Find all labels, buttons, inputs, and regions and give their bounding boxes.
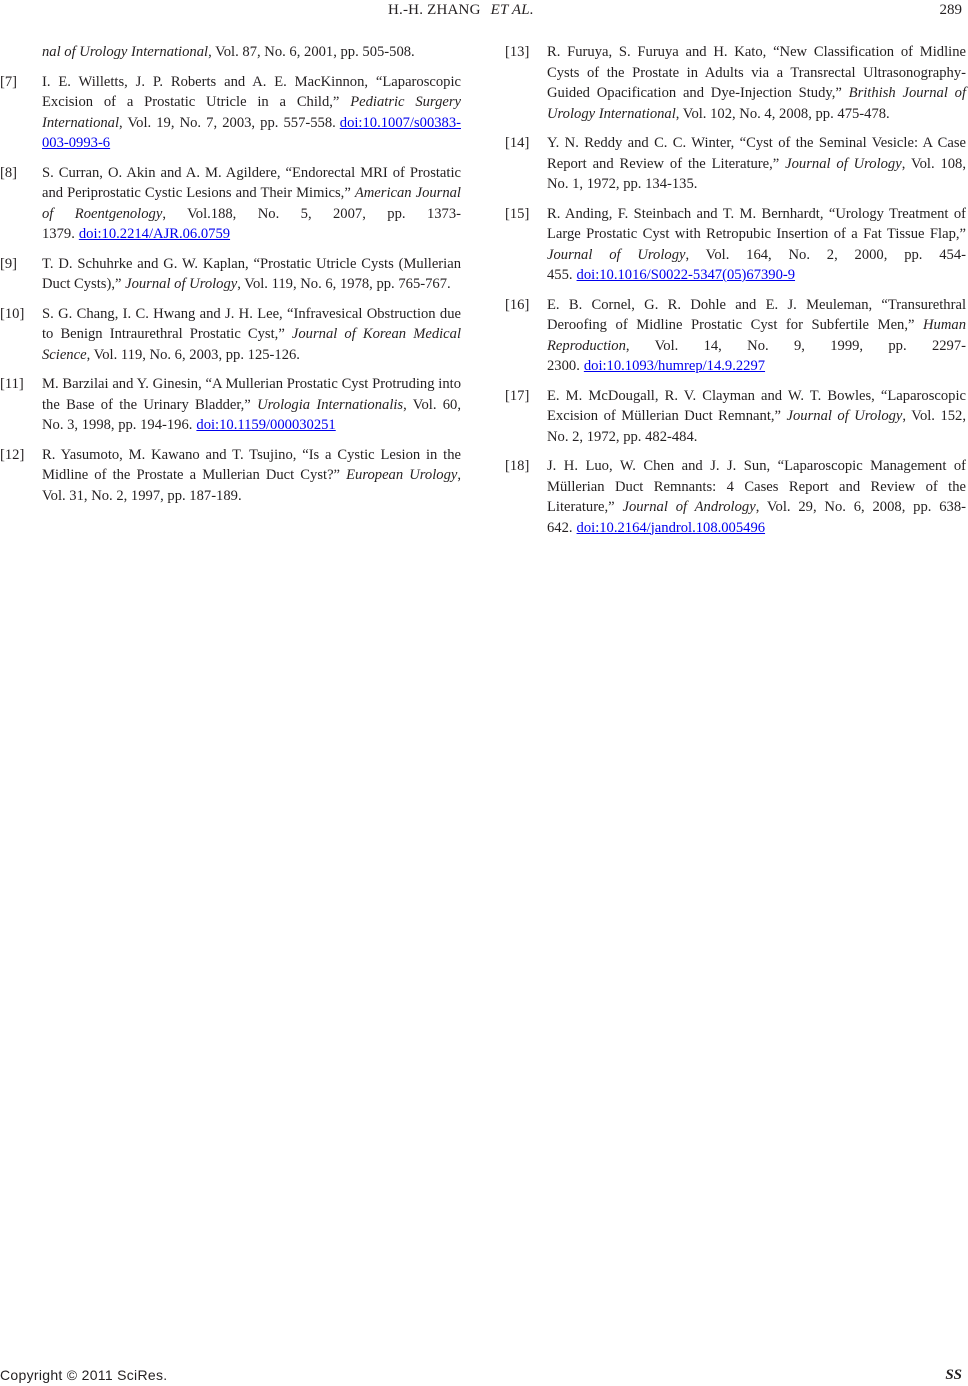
reference-authors-title: E. M. McDougall, R. V. Clayman and W. T. Bowles, “Laparoscopic Excision of Müllerian Duct Remnant,” xyxy=(547,387,966,424)
reference-entry xyxy=(0,42,461,63)
reference-details: , Vol. 19, No. 7, 2003, pp. 557-558. xyxy=(119,114,336,131)
reference-number: [17] xyxy=(505,387,530,404)
reference-entry xyxy=(0,254,461,295)
reference-authors-title: J. H. Luo, W. Chen and J. J. Sun, “Laparoscopic Management of Müllerian Duct Remnants: 4 Cases Report and Review of the Literature,” xyxy=(547,458,966,515)
reference-details: , Vol. 102, No. 4, 2008, pp. 475-478. xyxy=(675,105,890,122)
reference-journal: Journal of Andrology xyxy=(622,499,756,515)
running-head xyxy=(388,0,534,20)
reference-number: [15] xyxy=(505,205,530,222)
reference-details: , Vol. 119, No. 6, 1978, pp. 765-767. xyxy=(237,276,451,292)
reference-number: [14] xyxy=(505,135,530,151)
reference-details: , Vol. 60, No. 3, 1998, pp. 194-196. xyxy=(42,396,462,433)
reference-entry xyxy=(505,386,966,448)
reference-entry xyxy=(505,42,966,124)
reference-journal: Journal of Urology xyxy=(125,276,238,292)
copyright-notice: Copyright © 2011 SciRes. xyxy=(0,1367,168,1383)
reference-details: , Vol.188, No. 5, 2007, pp. 1373-1379. xyxy=(42,205,461,242)
reference-authors-title: R. Anding, F. Steinbach and T. M. Bernhardt, “Urology Treatment of Large Prostatic Cyst with Retropubic Insertion of a Fat Tissue Flap,” xyxy=(547,205,966,242)
reference-details: , Vol. 29, No. 6, 2008, pp. 638-642. xyxy=(547,499,966,536)
reference-number: [9] xyxy=(0,255,18,272)
reference-details: , Vol. 108, No. 1, 1972, pp. 134-135. xyxy=(547,155,966,192)
doi-link[interactable]: doi:10.1159/000030251 xyxy=(196,417,336,433)
reference-number: [11] xyxy=(0,376,24,392)
reference-number: [16] xyxy=(505,296,530,313)
reference-details: , Vol. 152, No. 2, 1972, pp. 482-484. xyxy=(547,408,966,445)
reference-journal: European Urology xyxy=(346,467,458,483)
reference-number: [13] xyxy=(505,44,530,60)
reference-entry xyxy=(505,295,966,377)
reference-entry xyxy=(0,304,461,366)
reference-authors-title: Y. N. Reddy and C. C. Winter, “Cyst of the Seminal Vesicle: A Case Report and Review of the Literature,” xyxy=(547,135,966,172)
reference-number: [7] xyxy=(0,73,18,90)
reference-details: , Vol. 164, No. 2, 2000, pp. 454-455. xyxy=(547,246,966,283)
right-column xyxy=(505,42,966,547)
reference-journal: Human Reproduction xyxy=(547,317,966,354)
reference-authors-title: M. Barzilai and Y. Ginesin, “A Mullerian Prostatic Cyst Protruding into the Base of the Urinary Bladder,” xyxy=(42,376,461,413)
doi-link[interactable]: doi:10.1007/s00383-003-0993-6 xyxy=(42,114,461,151)
reference-authors-title: I. E. Willetts, J. P. Roberts and A. E. MacKinnon, “Laparoscopic Excision of a Prostatic Utricle in a Child,” xyxy=(42,73,461,110)
reference-journal: American Journal of Roentgenology xyxy=(42,185,461,222)
doi-link[interactable]: doi:10.1016/S0022-5347(05)67390-9 xyxy=(576,267,796,283)
running-head-authors: H.-H. ZHANG xyxy=(388,2,481,18)
page-footer xyxy=(0,1366,968,1386)
page-number: 289 xyxy=(939,2,962,18)
reference-details: , Vol. 14, No. 9, 1999, pp. 2297-2300. xyxy=(547,337,966,374)
reference-entry xyxy=(0,163,461,245)
reference-entry xyxy=(505,456,966,538)
doi-link[interactable]: doi:10.2214/AJR.06.0759 xyxy=(78,226,231,242)
reference-journal: Pediatric Surgery International xyxy=(42,94,462,131)
reference-number: [10] xyxy=(0,305,25,322)
reference-number: [8] xyxy=(0,164,18,181)
left-column xyxy=(0,42,461,515)
doi-link[interactable]: doi:10.2164/jandrol.108.005496 xyxy=(576,519,766,536)
reference-journal: Journal of Urology xyxy=(786,408,903,424)
reference-authors-title: R. Furuya, S. Furuya and H. Kato, “New Classification of Midline Cysts of the Prostate in Adults via a Transrectal Ultrasonography-Guided Opacification and Dye-Injection Study,” xyxy=(547,44,966,101)
reference-number: [18] xyxy=(505,458,530,474)
reference-authors-title: S. G. Chang, I. C. Hwang and J. H. Lee, “Infravesical Obstruction due to Benign Intraurethral Prostatic Cyst,” xyxy=(42,305,461,342)
reference-details: , Vol. 87, No. 6, 2001, pp. 505-508. xyxy=(208,44,415,60)
journal-code: SS xyxy=(945,1367,962,1383)
reference-authors-title: E. B. Cornel, G. R. Dohle and E. J. Meuleman, “Transurethral Deroofing of Midline Prostatic Cyst for Subfertile Men,” xyxy=(547,296,966,333)
reference-entry xyxy=(0,445,461,507)
reference-journal: Journal of Korean Medical Science xyxy=(42,326,462,363)
reference-journal: Journal of Urology xyxy=(785,155,902,172)
reference-entry xyxy=(0,374,461,436)
reference-authors-title: T. D. Schuhrke and G. W. Kaplan, “Prostatic Utricle Cysts (Mullerian Duct Cysts),” xyxy=(42,255,461,292)
reference-entry xyxy=(505,133,966,195)
reference-journal: Journal of Urology xyxy=(547,246,686,263)
reference-journal: nal of Urology International xyxy=(42,44,209,60)
running-head-et-al: ET AL. xyxy=(490,2,534,18)
reference-authors-title: S. Curran, O. Akin and A. M. Agildere, “Endorectal MRI of Prostatic and Periprostatic Cystic Lesions and Their Mimics,” xyxy=(42,164,461,201)
reference-authors-title: R. Yasumoto, M. Kawano and T. Tsujino, “Is a Cystic Lesion in the Midline of the Prostate a Mullerian Duct Cyst?” xyxy=(42,446,461,483)
reference-entry xyxy=(0,72,461,154)
reference-details: , Vol. 119, No. 6, 2003, pp. 125-126. xyxy=(86,346,300,363)
page-header xyxy=(0,0,968,24)
reference-journal: Brithish Journal of Urology International xyxy=(547,85,967,122)
reference-journal: Urologia Internationalis xyxy=(257,396,404,413)
reference-number: [12] xyxy=(0,446,25,463)
reference-entry xyxy=(505,204,966,286)
doi-link[interactable]: doi:10.1093/humrep/14.9.2297 xyxy=(583,358,766,374)
reference-details: , Vol. 31, No. 2, 1997, pp. 187-189. xyxy=(42,467,462,504)
